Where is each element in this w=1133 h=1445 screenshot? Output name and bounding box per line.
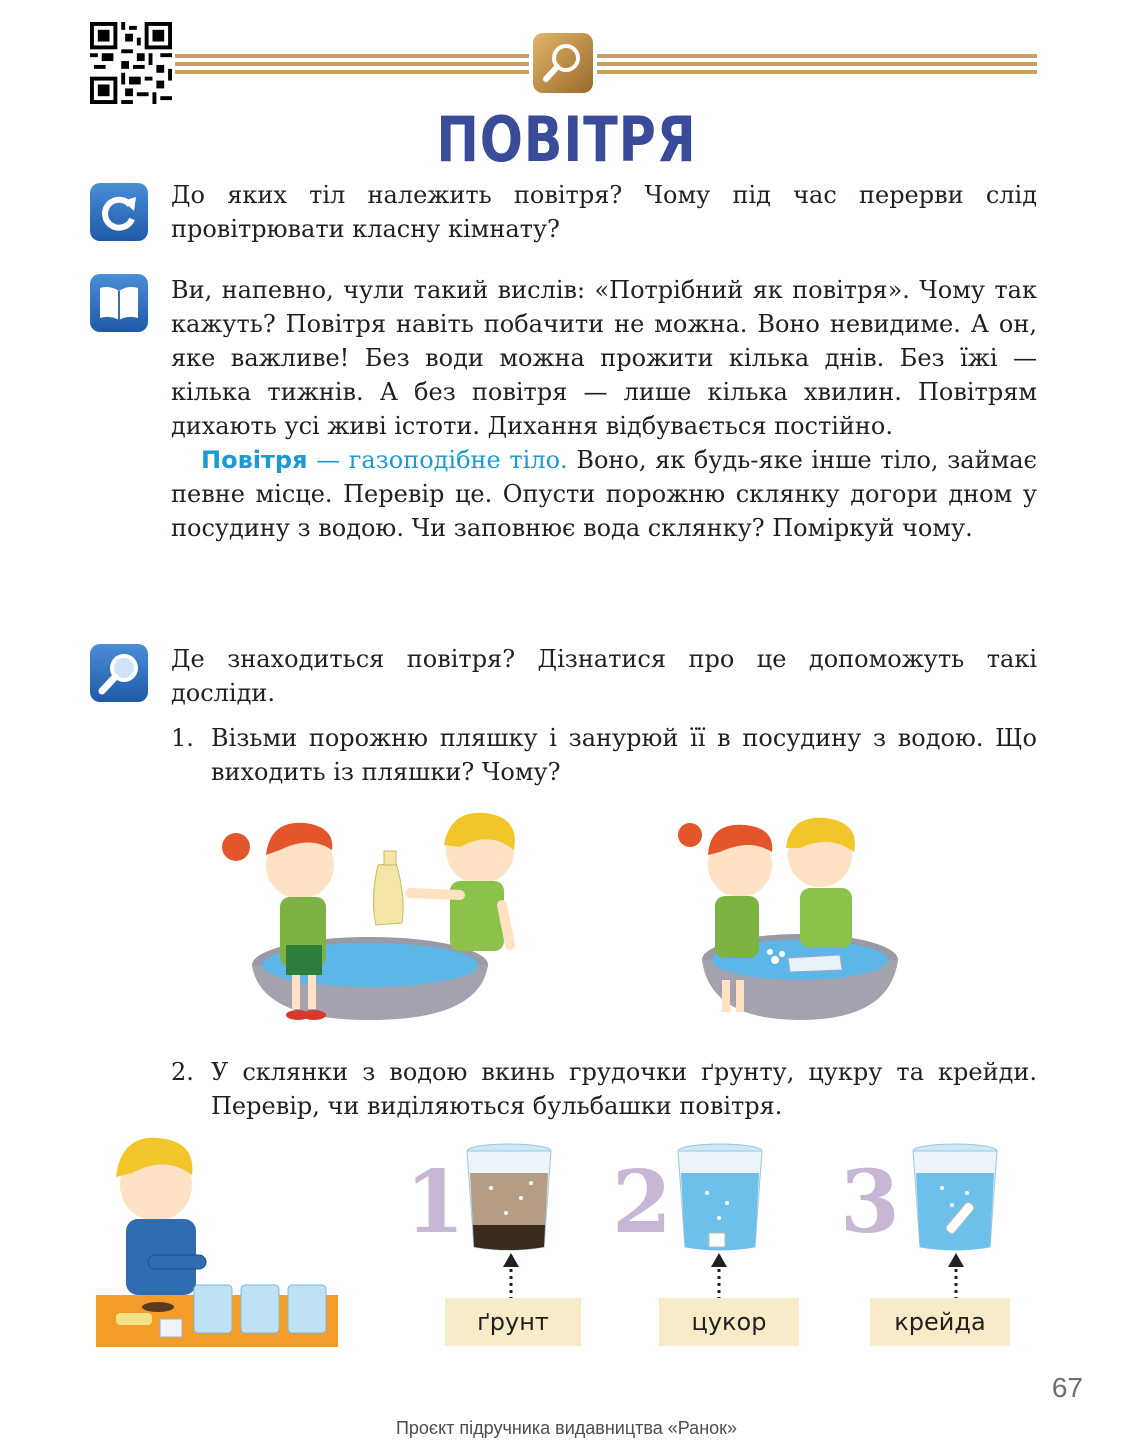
repeat-block-icon bbox=[90, 183, 148, 241]
qr-code-icon[interactable] bbox=[90, 22, 172, 104]
book-icon bbox=[90, 274, 148, 332]
glass-row bbox=[194, 1285, 326, 1333]
reading-paragraph-2-text: Воно, як будь-яке інше тіло, займає певне місце. Перевір це. Опусти порожню склянку догори дном у посудину з водою. Чи заповнює вода склянку? Поміркуй чому. bbox=[171, 446, 1037, 542]
arrow-up-icon bbox=[948, 1253, 964, 1299]
reading-text bbox=[171, 273, 1037, 545]
experiment-1-number: 1. bbox=[171, 724, 194, 752]
arrow-up-icon bbox=[711, 1253, 727, 1299]
glass-2-number: 2 bbox=[612, 1152, 672, 1253]
term-definition: — газоподібне тіло. bbox=[307, 446, 568, 474]
illustration-children-basin bbox=[670, 810, 900, 1030]
label-soil: ґрунт bbox=[445, 1298, 581, 1346]
experiment-2 bbox=[171, 1055, 1037, 1123]
repeat-arrow-icon bbox=[90, 183, 148, 241]
explore-block-icon bbox=[90, 644, 148, 702]
experiment-1 bbox=[171, 721, 1037, 789]
reading-paragraph-2 bbox=[171, 443, 1037, 545]
glass-3-number: 3 bbox=[840, 1152, 900, 1253]
magnifier-icon bbox=[90, 644, 148, 702]
glass-soil bbox=[466, 1143, 552, 1253]
experiment-2-text: У склянки з водою вкинь грудочки ґрунту, цукру та крейди. Перевір, чи виділяються бульбашки повітря. bbox=[211, 1058, 1037, 1120]
explore-intro: Де знаходиться повітря? Дізнатися про це допоможуть такі досліди. bbox=[171, 645, 1037, 707]
page-title: ПОВІТРЯ bbox=[436, 103, 697, 176]
footer-note: Проєкт підручника видавництва «Ранок» bbox=[395, 1418, 738, 1438]
illustration-boy-table bbox=[96, 1135, 341, 1350]
read-block-icon bbox=[90, 274, 148, 332]
arrow-up-icon bbox=[503, 1253, 519, 1299]
experiment-2-number: 2. bbox=[171, 1058, 194, 1086]
glass-sugar bbox=[677, 1143, 763, 1253]
glass-chalk bbox=[912, 1143, 998, 1253]
label-sugar: цукор bbox=[659, 1298, 799, 1346]
reading-paragraph-1: Ви, напевно, чули такий вислів: «Потрібний як повітря». Чому так кажуть? Повітря навіть побачити не можна. Воно невидиме. А он, яке важливе! Без води можна прожити кілька днів. Без їжі — кілька тижнів. А без повітря — лише кілька хвилин. Повітрям дихають усі живі істоти. Дихання відбувається постійно. bbox=[171, 276, 1037, 440]
page-number: 67 bbox=[1051, 1372, 1083, 1403]
repeat-question: До яких тіл належить повітря? Чому під час перерви слід провітрювати класну кімнату? bbox=[171, 181, 1037, 243]
label-chalk: крейда bbox=[870, 1298, 1010, 1346]
magnifier-icon bbox=[533, 33, 593, 93]
header-badge bbox=[533, 33, 593, 93]
header-rule bbox=[175, 54, 1037, 74]
glass-1-number: 1 bbox=[405, 1152, 465, 1253]
illustration-children-bottle bbox=[210, 805, 530, 1030]
term-air: Повітря bbox=[201, 446, 308, 474]
experiment-1-text: Візьми порожню пляшку і занурюй її в посудину з водою. Що виходить із пляшки? Чому? bbox=[211, 724, 1037, 786]
